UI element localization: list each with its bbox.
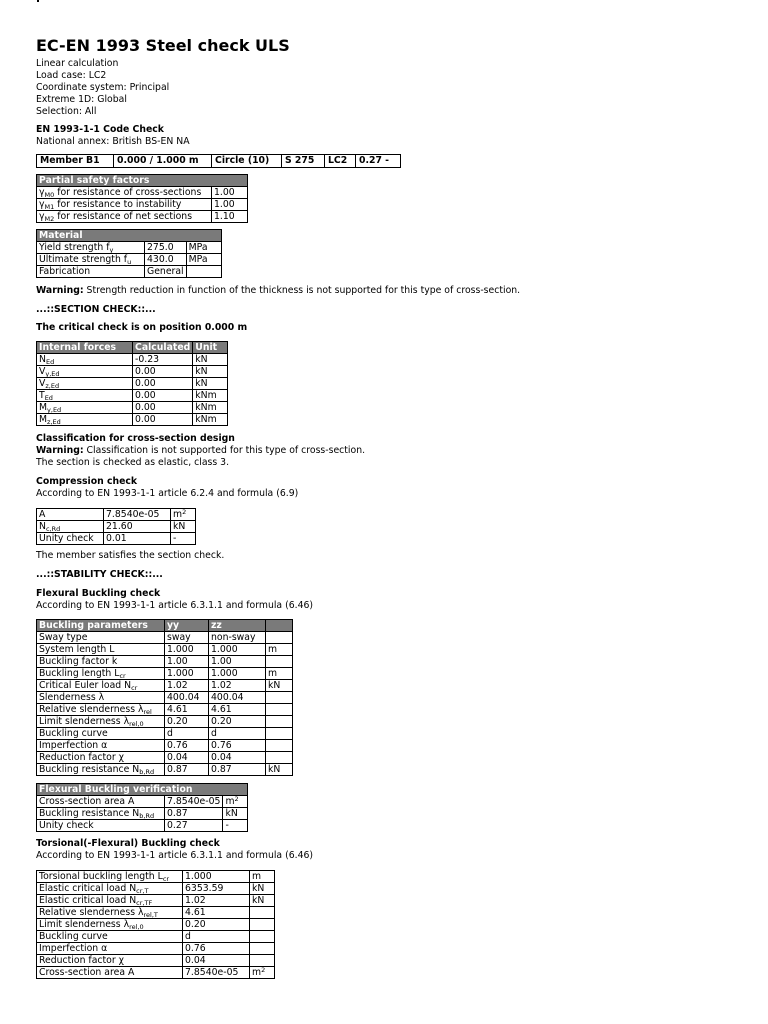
torsional-block [36,838,313,862]
label-cell: Elastic critical load $N_{cr,T}$ [37,883,183,895]
unit-cell: MPa [186,254,221,266]
symbol-cell: Unity check [37,533,104,545]
section-cell: Circle (10) [212,155,282,168]
material-cell: S 275 [282,155,325,168]
col-header: Calculated [133,342,193,354]
code-check-block [36,124,190,148]
col-header: Internal forces [37,342,133,354]
label-cell: Reduction factor χ [37,955,183,967]
yy-cell: 0.04 [165,752,209,764]
table-row [37,402,228,414]
table-row [37,366,228,378]
stray-mark [37,0,39,2]
unit-cell [266,716,293,728]
table-row [37,728,293,740]
value-cell: 6353.59 [183,883,250,895]
unit-cell: kN [223,808,248,820]
yy-cell: 4.61 [165,704,209,716]
stability-check-heading: ...::STABILITY CHECK::... [36,569,163,580]
table-row [37,967,275,979]
symbol-cell: $V_{y,Ed}$ [37,366,133,378]
member-summary-bar [36,154,401,168]
unit-cell: kN [193,354,228,366]
unit-cell: MPa [186,242,221,254]
label-cell: Imperfection α [37,740,165,752]
classification-line: The section is checked as elastic, class 3. [36,457,230,468]
value-cell: 4.61 [183,907,250,919]
label-cell: Buckling factor k [37,656,165,668]
zz-cell: 1.000 [209,668,266,680]
value-cell: 275.0 [145,242,187,254]
table-row [37,883,275,895]
label-cell: Torsional buckling length $L_{cr}$ [37,871,183,883]
symbol-cell: $N_{c,Rd}$ [37,521,104,533]
value-cell: 0.20 [183,919,250,931]
zz-cell: 1.000 [209,644,266,656]
table-row [37,955,275,967]
table-row [37,820,248,832]
unit-cell [266,632,293,644]
value-cell: 7.8540e-05 [104,509,171,521]
symbol-cell: $N_{Ed}$ [37,354,133,366]
table-header: Material [37,230,222,242]
table-row [37,211,248,223]
zz-cell: 0.87 [209,764,266,776]
unit-cell: m [266,644,293,656]
col-header: zz [209,620,266,632]
yy-cell: 0.87 [165,764,209,776]
warning-label: Warning: [36,285,84,296]
internal-forces-table [36,341,228,426]
unit-cell [266,656,293,668]
table-row [37,390,228,402]
value-cell: 0.00 [133,366,193,378]
meta-line: Selection: All [36,106,97,117]
table-row [37,943,275,955]
unit-cell: m [266,668,293,680]
unit-cell: - [223,820,248,832]
label-cell: $\gamma_{M1}$ for resistance to instability [37,199,212,211]
table-row [37,644,293,656]
symbol-cell: A [37,509,104,521]
table-row [37,533,196,545]
label-cell: Relative slenderness $\lambda_{rel}$ [37,704,165,716]
unit-cell: $m^2$ [223,796,248,808]
unit-cell [250,931,275,943]
section-satisfies: The member satisfies the section check. [36,550,225,561]
warning-label: Warning: [36,445,84,456]
symbol-cell: $M_{z,Ed}$ [37,414,133,426]
value-cell: 0.00 [133,402,193,414]
value-cell: 1.00 [212,199,248,211]
table-row [37,199,248,211]
value-cell: 7.8540e-05 [183,967,250,979]
torsional-ref: According to EN 1993-1-1 article 6.3.1.1 and formula (6.46) [36,850,314,861]
label-cell: Cross-section area A [37,796,165,808]
code-check-heading: EN 1993-1-1 Code Check [36,124,164,135]
label-cell: Limit slenderness $\lambda_{rel,0}$ [37,716,165,728]
zz-cell: 400.04 [209,692,266,704]
unit-cell: kNm [193,390,228,402]
flexural-block [36,588,313,612]
table-row [37,509,196,521]
value-cell: 0.76 [183,943,250,955]
torsional-buckling-table [36,870,275,979]
label-cell: Imperfection α [37,943,183,955]
value-cell: 1.10 [212,211,248,223]
table-row [37,632,293,644]
meta-block [36,58,169,118]
table-row [37,931,275,943]
warning-text: Strength reduction in function of the thickness is not supported for this type of cross-section. [83,285,521,296]
label-cell: $\gamma_{M0}$ for resistance of cross-sections [37,187,212,199]
value-cell: 21.60 [104,521,171,533]
compression-ref: According to EN 1993-1-1 article 6.2.4 and formula (6.9) [36,488,299,499]
value-cell: 0.00 [133,390,193,402]
col-header [266,620,293,632]
partial-safety-factors-table [36,174,248,223]
table-row [37,808,248,820]
label-cell: Ultimate strength $f_u$ [37,254,145,266]
yy-cell: 1.000 [165,644,209,656]
table-row [37,187,248,199]
value-cell: 0.01 [104,533,171,545]
table-row [37,354,228,366]
unit-cell [250,955,275,967]
value-cell: 1.000 [183,871,250,883]
label-cell: Elastic critical load $N_{cr,TF}$ [37,895,183,907]
unit-cell: $m^2$ [250,967,275,979]
table-row [37,704,293,716]
meta-line: Extreme 1D: Global [36,94,127,105]
symbol-cell: $M_{y,Ed}$ [37,402,133,414]
member-cell: Member B1 [37,155,114,168]
unit-cell: kN [266,680,293,692]
label-cell: Unity check [37,820,165,832]
unit-cell [250,919,275,931]
table-header: Partial safety factors [37,175,248,187]
table-row [37,740,293,752]
meta-line: Coordinate system: Principal [36,82,170,93]
yy-cell: 1.000 [165,668,209,680]
label-cell: Buckling curve [37,931,183,943]
label-cell: Reduction factor χ [37,752,165,764]
yy-cell: 1.02 [165,680,209,692]
yy-cell: d [165,728,209,740]
unit-cell: kN [171,521,196,533]
label-cell: Buckling resistance $N_{b,Rd}$ [37,764,165,776]
table-row [37,796,248,808]
material-table [36,229,222,278]
table-row [37,254,222,266]
classification-warning [36,445,365,457]
label-cell: Sway type [37,632,165,644]
label-cell: Limit slenderness $\lambda_{rel,0}$ [37,919,183,931]
col-header: yy [165,620,209,632]
unit-cell [250,943,275,955]
table-row [37,692,293,704]
torsional-heading: Torsional(-Flexural) Buckling check [36,838,220,849]
symbol-cell: $V_{z,Ed}$ [37,378,133,390]
flexural-ref: According to EN 1993-1-1 article 6.3.1.1 and formula (6.46) [36,600,314,611]
unit-cell: kNm [193,402,228,414]
table-row [37,716,293,728]
zz-cell: 4.61 [209,704,266,716]
yy-cell: 1.00 [165,656,209,668]
value-cell: 430.0 [145,254,187,266]
zz-cell: 0.20 [209,716,266,728]
unit-cell [250,907,275,919]
table-row [37,414,228,426]
table-row [37,871,275,883]
unit-cell [266,692,293,704]
value-cell: 0.00 [133,414,193,426]
label-cell: Slenderness λ [37,692,165,704]
position-cell: 0.000 / 1.000 m [114,155,212,168]
table-row [37,680,293,692]
section-check-heading: ...::SECTION CHECK::... [36,304,156,315]
label-cell: $\gamma_{M2}$ for resistance of net sections [37,211,212,223]
buckling-parameters-table [36,619,293,776]
compression-table [36,508,196,545]
flexural-heading: Flexural Buckling check [36,588,161,599]
value-cell: 0.00 [133,378,193,390]
compression-block [36,476,298,500]
meta-line: Load case: LC2 [36,70,107,81]
compression-heading: Compression check [36,476,138,487]
table-row [37,668,293,680]
value-cell: 0.87 [165,808,223,820]
table-row [37,656,293,668]
zz-cell: non-sway [209,632,266,644]
value-cell: General [145,266,187,278]
unit-cell: $m^2$ [171,509,196,521]
zz-cell: 0.04 [209,752,266,764]
unit-cell: kNm [193,414,228,426]
yy-cell: 400.04 [165,692,209,704]
unit-cell: kN [266,764,293,776]
yy-cell: 0.20 [165,716,209,728]
warning-text: Classification is not supported for this type of cross-section. [83,445,366,456]
label-cell: Cross-section area A [37,967,183,979]
unit-cell [266,752,293,764]
unit-cell: kN [193,366,228,378]
unit-cell: kN [250,883,275,895]
classification-heading: Classification for cross-section design [36,433,235,444]
unit-cell: kN [250,895,275,907]
unit-cell: - [171,533,196,545]
unit-cell: kN [193,378,228,390]
label-cell: Relative slenderness $\lambda_{rel,T}$ [37,907,183,919]
loadcase-cell: LC2 [325,155,356,168]
table-row [37,752,293,764]
table-row [37,378,228,390]
value-cell: 1.00 [212,187,248,199]
yy-cell: 0.76 [165,740,209,752]
value-cell: -0.23 [133,354,193,366]
label-cell: Critical Euler load $N_{cr}$ [37,680,165,692]
unit-cell [266,740,293,752]
zz-cell: 1.00 [209,656,266,668]
page-title: EC-EN 1993 Steel check ULS [36,36,290,55]
value-cell: 1.02 [183,895,250,907]
col-header: Buckling parameters [37,620,165,632]
table-row [37,895,275,907]
symbol-cell: $T_{Ed}$ [37,390,133,402]
label-cell: Fabrication [37,266,145,278]
table-row [37,907,275,919]
label-cell: Buckling length $L_{cr}$ [37,668,165,680]
warning-strength [36,285,520,297]
unit-cell [266,728,293,740]
meta-line: Linear calculation [36,58,119,69]
critical-position: The critical check is on position 0.000 m [36,322,248,333]
zz-cell: 1.02 [209,680,266,692]
label-cell: Buckling resistance $N_{b,Rd}$ [37,808,165,820]
col-header: Unit [193,342,228,354]
label-cell: Buckling curve [37,728,165,740]
unit-cell [266,704,293,716]
unit-cell [186,266,221,278]
zz-cell: d [209,728,266,740]
national-annex: National annex: British BS-EN NA [36,136,190,147]
zz-cell: 0.76 [209,740,266,752]
table-row [37,266,222,278]
yy-cell: sway [165,632,209,644]
table-row [37,242,222,254]
table-header: Flexural Buckling verification [37,784,248,796]
value-cell: 0.27 [165,820,223,832]
table-row [37,764,293,776]
label-cell: Yield strength $f_y$ [37,242,145,254]
classification-block [36,433,365,469]
value-cell: d [183,931,250,943]
flexural-buckling-verification-table [36,783,248,832]
table-row [37,521,196,533]
value-cell: 7.8540e-05 [165,796,223,808]
label-cell: System length L [37,644,165,656]
unit-cell: m [250,871,275,883]
value-cell: 0.04 [183,955,250,967]
unity-cell: 0.27 - [356,155,401,168]
table-row [37,919,275,931]
